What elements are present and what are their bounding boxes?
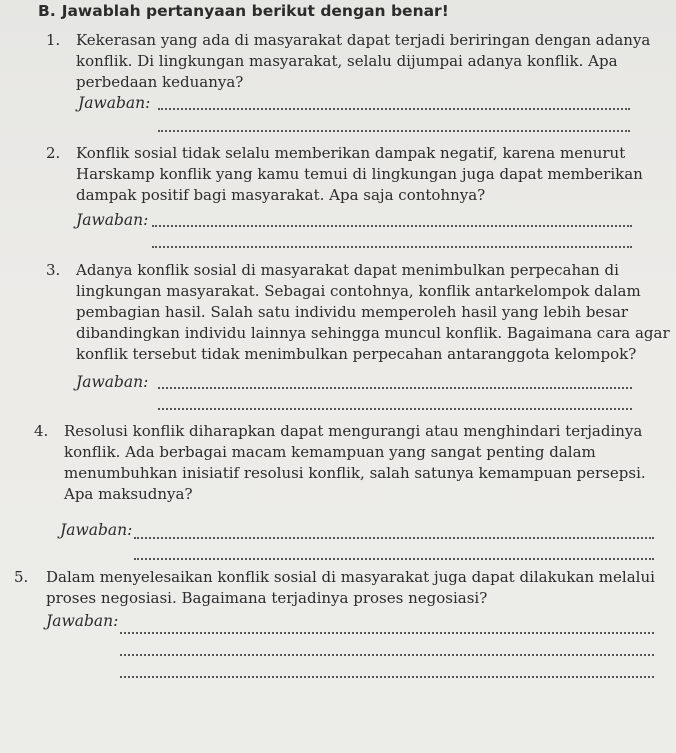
question-line: perbedaan keduanya?	[76, 73, 244, 91]
question-line: konflik tersebut tidak menimbulkan perpecahan antaranggota kelompok?	[76, 345, 637, 363]
answer-label: Jawaban:	[46, 612, 119, 630]
question-line: konflik. Di lingkungan masyarakat, selalu dijumpai adanya konflik. Apa	[76, 52, 618, 70]
section-title: Jawablah pertanyaan berikut dengan benar!	[61, 2, 449, 20]
question-line: Dalam menyelesaikan konflik sosial di masyarakat juga dapat dilakukan melalui	[46, 568, 655, 586]
question-number: 3.	[46, 261, 61, 279]
question-text	[76, 143, 643, 206]
question-line: dibandingkan individu lainnya sehingga muncul konflik. Bagaimana cara agar	[76, 324, 670, 342]
section-marker: B.	[38, 2, 56, 20]
question-text	[46, 567, 655, 609]
answer-line[interactable]	[152, 246, 632, 248]
question-line: menumbuhkan inisiatif resolusi konflik, salah satunya kemampuan persepsi.	[64, 464, 646, 482]
question-line: Apa maksudnya?	[64, 485, 193, 503]
answer-line[interactable]	[120, 676, 654, 678]
question-line: Adanya konflik sosial di masyarakat dapat menimbulkan perpecahan di	[76, 261, 619, 279]
question-text	[76, 30, 651, 93]
answer-line[interactable]	[158, 408, 632, 410]
question-text	[76, 260, 670, 365]
question-number: 1.	[46, 31, 61, 49]
answer-line[interactable]	[134, 558, 654, 560]
question-text	[64, 421, 646, 505]
answer-label: Jawaban:	[76, 373, 149, 391]
answer-line[interactable]	[158, 108, 630, 110]
answer-line[interactable]	[134, 537, 654, 539]
answer-line[interactable]	[120, 632, 654, 634]
question-line: Harskamp konflik yang kamu temui di lingkungan juga dapat memberikan	[76, 165, 643, 183]
answer-line[interactable]	[152, 225, 632, 227]
answer-label: Jawaban:	[60, 521, 133, 539]
question-line: Konflik sosial tidak selalu memberikan dampak negatif, karena menurut	[76, 144, 626, 162]
answer-line[interactable]	[158, 130, 630, 132]
question-line: pembagian hasil. Salah satu individu memperoleh hasil yang lebih besar	[76, 303, 629, 321]
question-line: Resolusi konflik diharapkan dapat mengurangi atau menghindari terjadinya	[64, 422, 643, 440]
question-line: lingkungan masyarakat. Sebagai contohnya, konflik antarkelompok dalam	[76, 282, 641, 300]
question-line: konflik. Ada berbagai macam kemampuan yang sangat penting dalam	[64, 443, 596, 461]
answer-line[interactable]	[120, 654, 654, 656]
section-header	[38, 2, 449, 20]
answer-label: Jawaban:	[78, 94, 151, 112]
answer-label: Jawaban:	[76, 211, 149, 229]
question-number: 5.	[14, 568, 29, 586]
question-line: dampak positif bagi masyarakat. Apa saja contohnya?	[76, 186, 486, 204]
question-number: 2.	[46, 144, 61, 162]
answer-line[interactable]	[158, 387, 632, 389]
question-line: Kekerasan yang ada di masyarakat dapat terjadi beriringan dengan adanya	[76, 31, 651, 49]
question-line: proses negosiasi. Bagaimana terjadinya proses negosiasi?	[46, 589, 488, 607]
question-number: 4.	[34, 422, 49, 440]
